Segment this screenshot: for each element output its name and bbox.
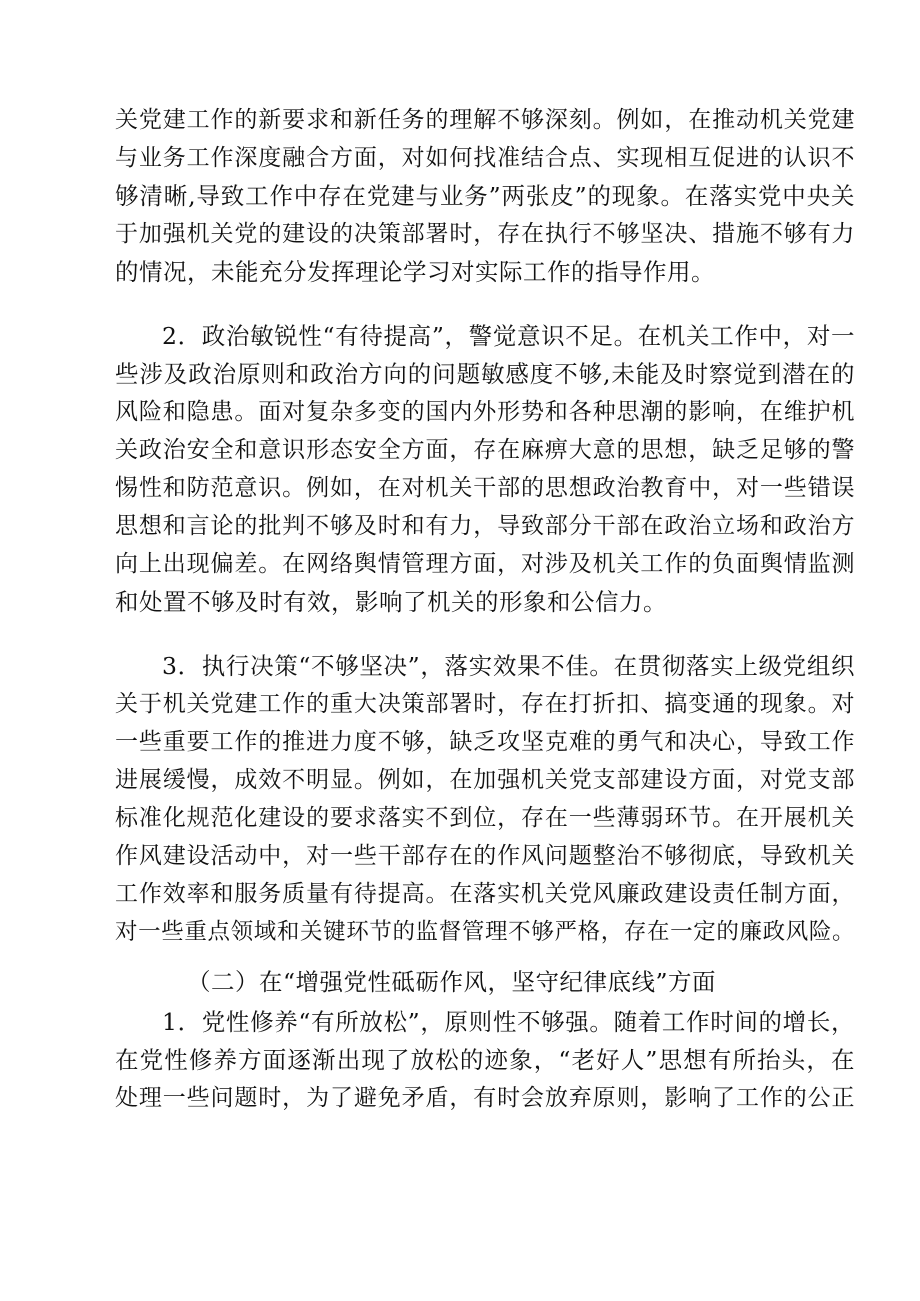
body-line: 作风建设活动中，对一些干部存在的作风问题整治不够彻底，导致机关 bbox=[115, 843, 855, 869]
body-line: 关于机关党建工作的重大决策部署时，存在打折扣、搞变通的现象。对 bbox=[115, 691, 855, 717]
body-line: 思想和言论的批判不够及时和有力，导致部分干部在政治立场和政治方 bbox=[115, 513, 855, 539]
body-line: 些涉及政治原则和政治方向的问题敏感度不够,未能及时察觉到潜在的 bbox=[115, 360, 855, 388]
body-line: 对一些重点领域和关键环节的监督管理不够严格，存在一定的廉政风险。 bbox=[115, 919, 855, 945]
body-line: 惕性和防范意识。例如，在对机关干部的思想政治教育中，对一些错误 bbox=[115, 475, 855, 501]
body-line: 标准化规范化建设的要求落实不到位，存在一些薄弱环节。在开展机关 bbox=[115, 805, 855, 831]
body-line: 在党性修养方面逐渐出现了放松的迹象，“老好人”思想有所抬头，在 bbox=[115, 1046, 855, 1074]
body-line: 的情况，未能充分发挥理论学习对实际工作的指导作用。 bbox=[115, 258, 715, 286]
body-line: 处理一些问题时，为了避免矛盾，有时会放弃原则，影响了工作的公正 bbox=[115, 1085, 855, 1111]
body-line: 工作效率和服务质量有待提高。在落实机关党风廉政建设责任制方面， bbox=[115, 881, 855, 907]
item-2-heading-line: 2．政治敏锐性“有待提高”，警觉意识不足。在机关工作中，对一 bbox=[162, 322, 855, 350]
body-line: 于加强机关党的建设的决策部署时，存在执行不够坚决、措施不够有力 bbox=[115, 221, 855, 247]
section-heading: （二）在“增强党性砥砺作风，坚守纪律底线”方面 bbox=[187, 968, 717, 996]
body-line: 一些重要工作的推进力度不够，缺乏攻坚克难的勇气和决心，导致工作 bbox=[115, 729, 855, 755]
body-line: 和处置不够及时有效，影响了机关的形象和公信力。 bbox=[115, 588, 667, 616]
body-line: 进展缓慢，成效不明显。例如，在加强机关党支部建设方面，对党支部 bbox=[115, 767, 855, 793]
body-line: 够清晰,导致工作中存在党建与业务”两张皮”的现象。在落实党中央关 bbox=[115, 182, 855, 210]
body-line: 风险和隐患。面对复杂多变的国内外形势和各种思潮的影响，在维护机 bbox=[115, 399, 855, 425]
body-line: 关党建工作的新要求和新任务的理解不够深刻。例如，在推动机关党建 bbox=[115, 107, 855, 133]
body-line: 向上出现偏差。在网络舆情管理方面，对涉及机关工作的负面舆情监测 bbox=[115, 551, 855, 577]
body-line: 与业务工作深度融合方面，对如何找准结合点、实现相互促进的认识不 bbox=[115, 145, 855, 171]
body-line: 关政治安全和意识形态安全方面，存在麻痹大意的思想，缺乏足够的警 bbox=[115, 437, 855, 463]
item-1-heading-line: 1．党性修养“有所放松”，原则性不够强。随着工作时间的增长， bbox=[162, 1008, 855, 1036]
item-3-heading-line: 3．执行决策“不够坚决”，落实效果不佳。在贯彻落实上级党组织 bbox=[162, 652, 855, 680]
